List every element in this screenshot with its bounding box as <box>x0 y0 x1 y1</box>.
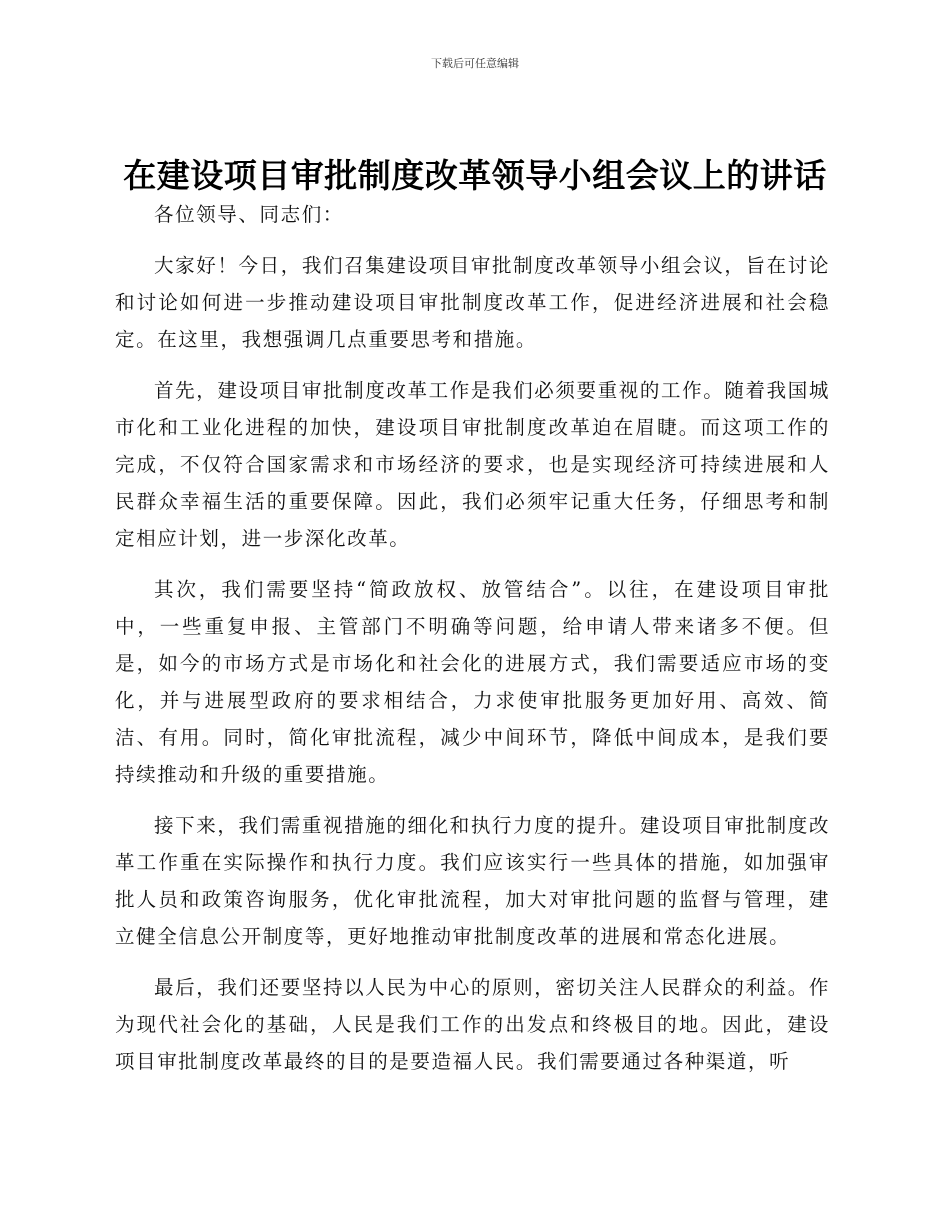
paragraph: 首先，建设项目审批制度改革工作是我们必须要重视的工作。随着我国城市化和工业化进程的加快，建设项目审批制度改革迫在眉睫。而这项工作的完成，不仅符合国家需求和市场经济的要求，也是实现经济可持续进展和人民群众幸福生活的重要保障。因此，我们必须牢记重大任务，仔细思考和制定相应计划，进一步深化改革。 <box>115 379 830 550</box>
paragraph: 其次，我们需要坚持“简政放权、放管结合”。以往，在建设项目审批中，一些重复申报、主管部门不明确等问题，给申请人带来诸多不便。但是，如今的市场方式是市场化和社会化的进展方式，我们需要适应市场的变化，并与进展型政府的要求相结合，力求使审批服务更加好用、高效、简洁、有用。同时，简化审批流程，减少中间环节，降低中间成本，是我们要持续推动和升级的重要措施。 <box>115 578 830 786</box>
paragraph: 接下来，我们需重视措施的细化和执行力度的提升。建设项目审批制度改革工作重在实际操作和执行力度。我们应该实行一些具体的措施，如加强审批人员和政策咨询服务，优化审批流程，加大对审批问题的监督与管理，建立健全信息公开制度等，更好地推动审批制度改革的进展和常态化进展。 <box>115 814 830 948</box>
document-title: 在建设项目审批制度改革领导小组会议上的讲话 <box>123 156 827 195</box>
paragraph: 最后，我们还要坚持以人民为中心的原则，密切关注人民群众的利益。作为现代社会化的基础，人民是我们工作的出发点和终极目的地。因此，建设项目审批制度改革最终的目的是要造福人民。我们需要通过各种渠道，听 <box>115 976 830 1073</box>
paragraph: 大家好！今日，我们召集建设项目审批制度改革领导小组会议，旨在讨论和讨论如何进一步推动建设项目审批制度改革工作，促进经济进展和社会稳定。在这里，我想强调几点重要思考和措施。 <box>115 254 830 351</box>
document-body <box>115 196 830 1094</box>
header-note: 下载后可任意编辑 <box>431 57 519 70</box>
salutation: 各位领导、同志们： <box>154 203 344 226</box>
